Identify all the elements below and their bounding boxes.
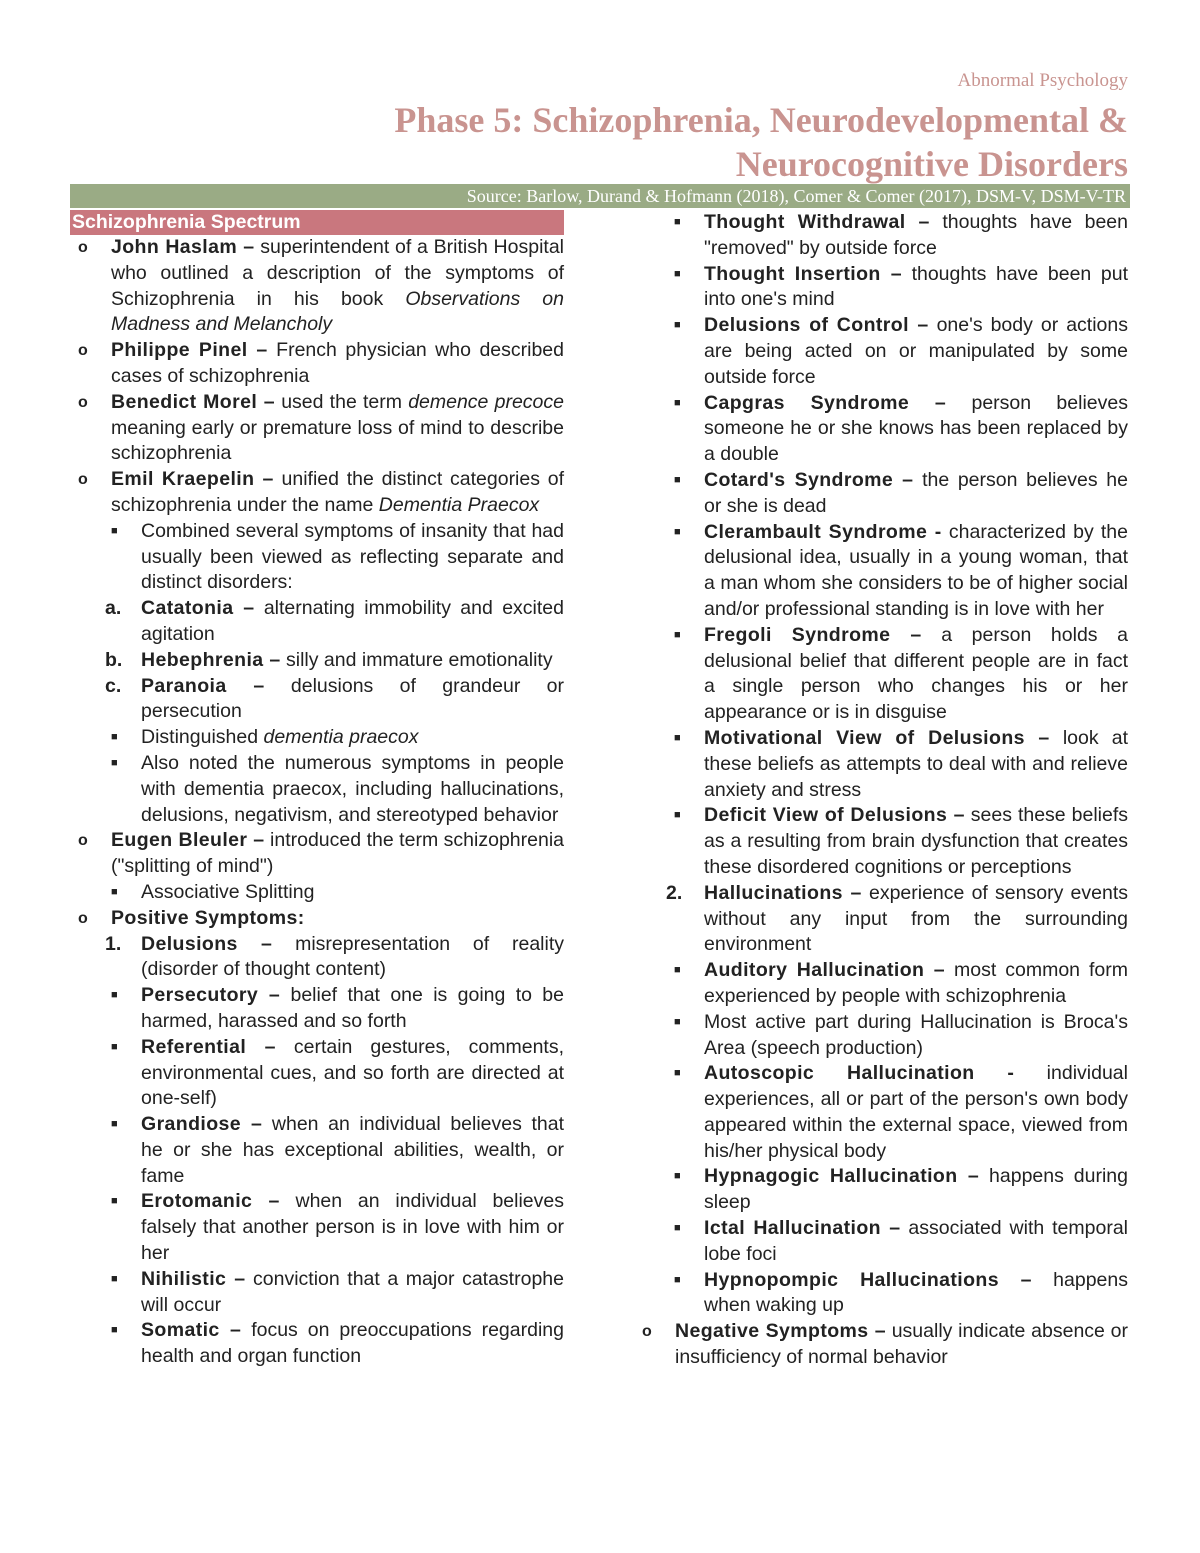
square-bullet-icon: ■: [674, 216, 681, 228]
list-item: o Philippe Pinel – French physician who described cases of schizophrenia: [78, 339, 564, 387]
square-bullet-icon: ■: [111, 1118, 118, 1131]
square-bullet-icon: ■: [111, 989, 118, 1002]
list-item: ■ Thought Insertion – thoughts have been put into one's mind: [674, 262, 1128, 311]
list-marker: 1.: [105, 932, 122, 955]
square-bullet-icon: ■: [674, 1067, 681, 1080]
square-bullet-icon: ■: [674, 1170, 681, 1183]
list-item: ■ Distinguished dementia praecox: [70, 725, 564, 751]
square-bullet-icon: ■: [111, 731, 118, 744]
square-bullet-icon: ■: [674, 267, 681, 280]
square-bullet-icon: ■: [674, 1273, 681, 1286]
list-item: c. Paranoia – delusions of grandeur or persecution: [105, 674, 564, 723]
square-bullet-icon: ■: [111, 1272, 118, 1285]
circle-bullet-icon: o: [78, 471, 88, 489]
square-bullet-icon: ■: [111, 1324, 118, 1337]
square-bullet-icon: ■: [674, 1015, 681, 1028]
list-item: 2. Hallucinations – experience of sensory events without any input from the surrounding environment: [666, 881, 1129, 956]
list-item: ■ Combined several symptoms of insanity that had usually been viewed as reflecting separate and distinct disorders:: [111, 519, 564, 594]
square-bullet-icon: ■: [674, 319, 681, 332]
right-column: [636, 210, 1128, 1371]
list-item: ■ Fregoli Syndrome – a person holds a delusional belief that different people are in fact a single person who changes his or her appearance or is in disguise: [674, 623, 1128, 724]
square-bullet-icon: ■: [674, 964, 681, 977]
square-bullet-icon: ■: [111, 524, 118, 537]
circle-bullet-icon: o: [78, 832, 88, 850]
circle-bullet-icon: o: [78, 393, 88, 411]
square-bullet-icon: ■: [111, 885, 118, 898]
square-bullet-icon: ■: [674, 396, 681, 409]
list-item: ■ Autoscopic Hallucination - individual experiences, all or part of the person's own body appeared within the external space, viewed from his/her physical body: [674, 1062, 1128, 1162]
list-item: ■ Thought Withdrawal – thoughts have been "removed" by outside force: [674, 211, 1128, 259]
list-item: ■ Nihilistic – conviction that a major catastrophe will occur: [111, 1267, 564, 1316]
list-item: o Eugen Bleuler – introduced the term schizophrenia ("splitting of mind"): [78, 829, 564, 878]
left-column: [70, 210, 564, 1370]
source-text: Source: Barlow, Durand & Hofmann (2018), Comer & Comer (2017), DSM-V, DSM-V-TR: [466, 186, 1126, 206]
list-item: o John Haslam – superintendent of a British Hospital who outlined a description of the symptoms of Schizophrenia in his book Observations on Madness and Melancholy: [78, 236, 564, 336]
list-item: ■ Motivational View of Delusions – look at these beliefs as attempts to deal with and relieve anxiety and stress: [674, 726, 1129, 801]
circle-bullet-icon: o: [78, 342, 88, 360]
list-item: ■ Associative Splitting: [70, 880, 564, 906]
list-item: ■ Most active part during Hallucination is Broca's Area (speech production): [674, 1010, 1128, 1059]
list-item: a. Catatonia – alternating immobility and excited agitation: [105, 597, 564, 645]
list-item: ■ Deficit View of Delusions – sees these beliefs as a resulting from brain dysfunction that creates these disordered cognitions or perceptions: [674, 804, 1128, 878]
list-item: ■ Grandiose – when an individual believes that he or she has exceptional abilities, wealth, or fame: [111, 1113, 564, 1187]
square-bullet-icon: ■: [111, 756, 118, 769]
list-item: ■ Hypnopompic Hallucinations – happens when waking up: [674, 1268, 1128, 1317]
section-heading: Schizophrenia Spectrum: [70, 210, 564, 235]
list-item: ■ Somatic – focus on preoccupations regarding health and organ function: [111, 1319, 564, 1368]
list-item: ■ Cotard's Syndrome – the person believes he or she is dead: [674, 468, 1128, 517]
list-marker: a.: [105, 597, 122, 620]
list-item: ■ Delusions of Control – one's body or actions are being acted on or manipulated by some outside force: [674, 314, 1128, 388]
list-item: ■ Ictal Hallucination – associated with temporal lobe foci: [674, 1217, 1129, 1265]
list-item: o Negative Symptoms – usually indicate absence or insufficiency of normal behavior: [642, 1320, 1128, 1369]
list-marker: b.: [105, 648, 123, 671]
subject-label: Abnormal Psychology: [957, 70, 1128, 91]
square-bullet-icon: ■: [674, 525, 681, 538]
square-bullet-icon: ■: [674, 731, 681, 744]
square-bullet-icon: ■: [674, 628, 681, 641]
list-item: o Positive Symptoms:: [70, 906, 564, 932]
list-item: ■ Capgras Syndrome – person believes someone he or she knows has been replaced by a double: [674, 391, 1128, 466]
list-item: o Benedict Morel – used the term demence precoce meaning early or premature loss of mind to describe schizophrenia: [78, 390, 564, 465]
square-bullet-icon: ■: [111, 1040, 118, 1053]
list-item: ■ Auditory Hallucination – most common form experienced by people with schizophrenia: [674, 959, 1128, 1007]
list-item: b. Hebephrenia – silly and immature emotionality: [70, 648, 564, 674]
square-bullet-icon: ■: [674, 1222, 681, 1235]
list-marker: 2.: [666, 881, 683, 904]
list-item: 1. Delusions – misrepresentation of reality (disorder of thought content): [105, 932, 564, 981]
square-bullet-icon: ■: [111, 1195, 118, 1208]
list-item: ■ Referential – certain gestures, comments, environmental cues, and so forth are directed at one-self): [111, 1035, 565, 1110]
list-marker: c.: [105, 674, 122, 697]
list-item: ■ Also noted the numerous symptoms in people with dementia praecox, including hallucinations, delusions, negativism, and stereotyped behavior: [111, 751, 564, 826]
circle-bullet-icon: o: [642, 1323, 652, 1341]
list-item: ■ Hypnagogic Hallucination – happens during sleep: [674, 1165, 1128, 1214]
circle-bullet-icon: o: [78, 239, 88, 256]
list-item: ■ Clerambault Syndrome - characterized by the delusional idea, usually in a young woman, that a man whom she considers to be of higher social and/or professional standing is in love with her: [674, 520, 1128, 620]
list-item: ■ Persecutory – belief that one is going to be harmed, harassed and so forth: [111, 984, 564, 1032]
square-bullet-icon: ■: [674, 809, 681, 822]
list-item: o Emil Kraepelin – unified the distinct categories of schizophrenia under the name Dementia Praecox: [78, 468, 564, 516]
page-title: Phase 5: Schizophrenia, Neurodevelopmental & Neurocognitive Disorders: [394, 100, 1128, 184]
circle-bullet-icon: o: [78, 909, 88, 927]
list-item: ■ Erotomanic – when an individual believes falsely that another person is in love with him or her: [111, 1190, 564, 1265]
square-bullet-icon: ■: [674, 473, 681, 486]
source-bar: [70, 184, 1130, 208]
